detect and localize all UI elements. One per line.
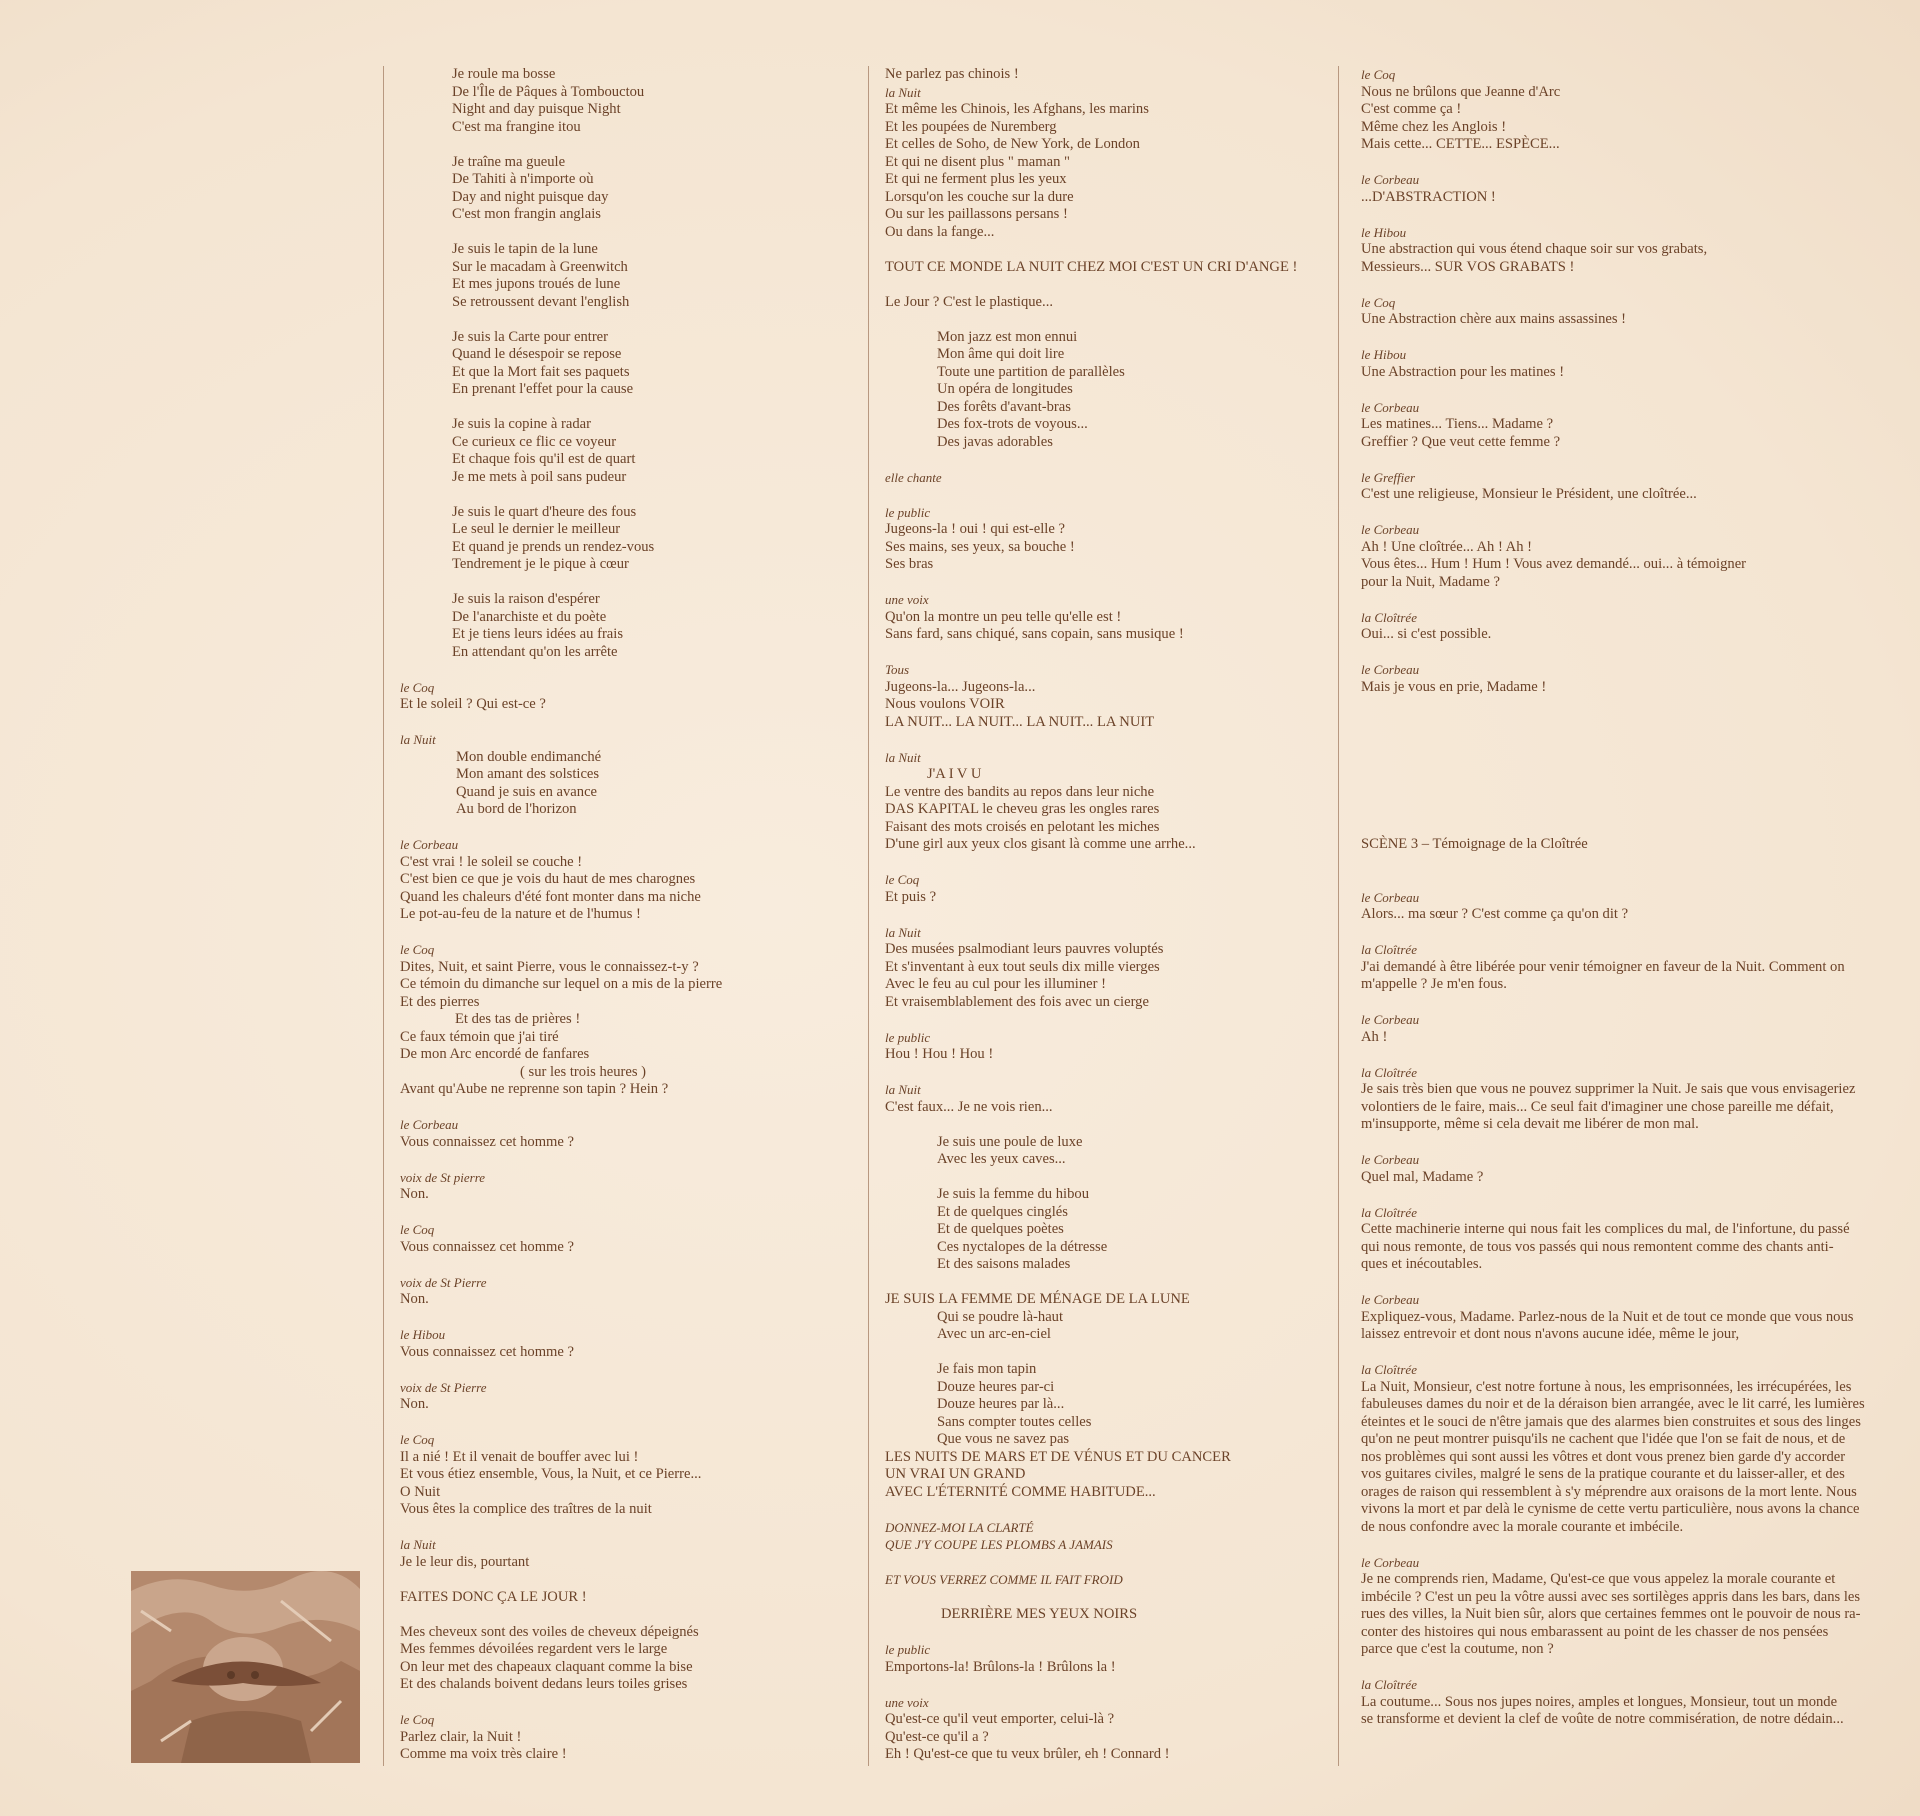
text-line: Nous voulons VOIR xyxy=(885,696,1005,712)
speaker-label: elle chante xyxy=(885,469,942,485)
text-line: Un opéra de longitudes xyxy=(937,381,1073,397)
stanza-gap xyxy=(885,1274,1355,1292)
text-line: se transforme et devient la clef de voûte de notre commisération, de notre dédain... xyxy=(1361,1711,1844,1727)
speaker-label: la Nuit xyxy=(885,1082,921,1097)
stanza-gap xyxy=(1361,381,1881,399)
stanza-gap xyxy=(1361,714,1881,732)
speaker-label: le Hibou xyxy=(400,1327,446,1342)
stanza-gap xyxy=(885,241,1355,259)
text-line: Ou dans la fange... xyxy=(885,223,995,240)
speaker-label: la Nuit xyxy=(885,84,921,100)
text-line: Et le soleil ? Qui est-ce ? xyxy=(400,696,546,712)
text-line: Et des chalands boivent dedans leurs toiles grises xyxy=(400,1676,688,1692)
text-line: De mon Arc encordé de fanfares xyxy=(400,1046,590,1062)
text-line: volontiers de le faire, mais... Ce seul fait d'imaginer une chose pareille me défait, xyxy=(1361,1098,1834,1115)
speaker-label: le Greffier xyxy=(1361,469,1416,485)
text-line: Ce témoin du dimanche sur lequel on a mis de la pierre xyxy=(400,976,723,992)
stanza-gap xyxy=(1361,766,1881,784)
text-line: Qu'on la montre un peu telle qu'elle est ! xyxy=(885,608,1122,625)
text-line: Et même les Chinois, les Afghans, les marins xyxy=(885,101,1149,117)
stanza-gap xyxy=(1361,1046,1881,1064)
text-line: laissez entrevoir et dont nous n'avons aucune idée, même le jour, xyxy=(1361,1326,1740,1342)
text-line: Mon jazz est mon ennui xyxy=(937,328,1078,345)
text-line: Parlez clair, la Nuit ! xyxy=(400,1728,522,1745)
text-line: Et qui ne ferment plus les yeux xyxy=(885,171,1067,187)
text-column-middle xyxy=(868,66,1355,1766)
speaker-label: voix de St Pierre xyxy=(400,1274,487,1290)
text-line: La Nuit, Monsieur, c'est notre fortune à nous, les emprisonnées, les irrécupérées, les xyxy=(1361,1378,1852,1395)
speaker-label: le Corbeau xyxy=(1361,1292,1420,1307)
text-line: C'est mon frangin anglais xyxy=(452,206,601,222)
text-line: Sur le macadam à Greenwitch xyxy=(452,258,628,275)
speaker-label: la Cloîtrée xyxy=(1361,1204,1417,1220)
text-line: Cette machinerie interne qui nous fait les complices du mal, de l'infortune, du passé xyxy=(1361,1221,1850,1237)
text-line: Comme ma voix très claire ! xyxy=(400,1746,567,1762)
text-line: Alors... ma sœur ? C'est comme ça qu'on dit ? xyxy=(1361,906,1629,922)
text-line: m'insupporte, même si cela devait me libérer de mon mal. xyxy=(1361,1116,1699,1132)
text-line: Et chaque fois qu'il est de quart xyxy=(452,451,636,467)
stanza-gap xyxy=(400,1204,880,1222)
speaker-label: le Coq xyxy=(400,942,435,957)
text-line: C'est une religieuse, Monsieur le Président, une cloîtrée... xyxy=(1361,486,1697,502)
speaker-label: la Nuit xyxy=(400,732,436,747)
text-line: ...D'ABSTRACTION ! xyxy=(1361,188,1496,205)
speaker-label: le Corbeau xyxy=(400,1117,459,1132)
text-line: Douze heures par-ci xyxy=(937,1378,1055,1395)
text-line: En prenant l'effet pour la cause xyxy=(452,381,634,397)
text-line: Vous connaissez cet homme ? xyxy=(400,1133,574,1150)
stanza-gap xyxy=(1361,451,1881,469)
text-line: C'est bien ce que je vois du haut de mes charognes xyxy=(400,871,696,887)
text-line: Lorsqu'on les couche sur la dure xyxy=(885,188,1074,205)
text-line: fabuleuses dames du noir et de la déraison bien arrangée, avec le lit carré, les lumières xyxy=(1361,1396,1865,1412)
text-line: Ce faux témoin que j'ai tiré xyxy=(400,1028,559,1045)
text-line: Greffier ? Que veut cette femme ? xyxy=(1361,433,1561,450)
text-line: Se retroussent devant l'english xyxy=(452,293,630,310)
text-line: Et vous étiez ensemble, Vous, la Nuit, et ce Pierre... xyxy=(400,1466,702,1482)
text-line: Douze heures par là... xyxy=(937,1396,1065,1412)
speaker-label: le Hibou xyxy=(1361,224,1407,240)
stanza-gap xyxy=(885,486,1355,504)
stanza-gap xyxy=(1361,801,1881,819)
stanza-gap xyxy=(885,276,1355,294)
stanza-gap xyxy=(1361,1536,1881,1554)
text-line: Et puis ? xyxy=(885,888,937,905)
stanza-gap xyxy=(885,1064,1355,1082)
text-line: JE SUIS LA FEMME DE MÉNAGE DE LA LUNE xyxy=(885,1291,1190,1307)
text-line: vos guitares civiles, malgré le sens de la pratique courante et du laisser-aller, et des xyxy=(1361,1466,1845,1482)
text-line: Jugeons-la ! oui ! qui est-elle ? xyxy=(885,521,1065,537)
speaker-label: le Coq xyxy=(400,1222,435,1237)
text-column-right xyxy=(1338,66,1881,1766)
stanza-gap xyxy=(1361,784,1881,802)
text-line: Je fais mon tapin xyxy=(937,1361,1037,1377)
stanza-gap xyxy=(1361,644,1881,662)
text-line: On leur met des chapeaux claquant comme la bise xyxy=(400,1658,693,1675)
speaker-label: la Cloîtrée xyxy=(1361,1064,1417,1080)
stanza-gap xyxy=(885,1344,1355,1362)
text-line: Il a nié ! Et il venait de bouffer avec lui ! xyxy=(400,1448,639,1465)
text-line: Et les poupées de Nuremberg xyxy=(885,118,1057,135)
stanza-gap xyxy=(1361,1344,1881,1362)
text-line: nos problèmes qui sont aussi les vôtres et dont vous prenez bien garde d'y accorder xyxy=(1361,1448,1846,1465)
stanza-gap xyxy=(885,1676,1355,1694)
text-line: Ah ! xyxy=(1361,1028,1388,1045)
text-line: Que vous ne savez pas xyxy=(937,1431,1070,1447)
text-line: Eh ! Qu'est-ce que tu veux brûler, eh ! Connard ! xyxy=(885,1746,1170,1762)
text-line: Mes femmes dévoilées regardent vers le large xyxy=(400,1641,668,1657)
speaker-label: le Corbeau xyxy=(1361,399,1420,415)
stanza-gap xyxy=(400,1414,880,1432)
stanza-gap xyxy=(885,574,1355,592)
text-line: Nous ne brûlons que Jeanne d'Arc xyxy=(1361,83,1561,100)
text-line: Jugeons-la... Jugeons-la... xyxy=(885,678,1036,695)
text-line: LA NUIT... LA NUIT... LA NUIT... LA NUIT xyxy=(885,713,1155,730)
text-line: Ne parlez pas chinois ! xyxy=(885,66,1019,82)
stanza-gap xyxy=(1361,276,1881,294)
text-line: Et des tas de prières ! xyxy=(455,1011,581,1027)
text-line: ( sur les trois heures ) xyxy=(520,1063,647,1080)
text-line: Dites, Nuit, et saint Pierre, vous le connaissez-t-y ? xyxy=(400,958,699,975)
text-line: C'est comme ça ! xyxy=(1361,101,1462,117)
stanza-gap xyxy=(885,451,1355,469)
stanza-gap xyxy=(1361,731,1881,749)
text-line: Avec le feu au cul pour les illuminer ! xyxy=(885,976,1106,992)
stanza-gap xyxy=(400,1256,880,1274)
text-line: conter des histoires qui nous embarassent au point de les chasser de nos pensées xyxy=(1361,1623,1829,1640)
text-line: Et je tiens leurs idées au frais xyxy=(452,626,624,642)
stanza-gap xyxy=(400,1571,880,1589)
speaker-label: la Nuit xyxy=(885,924,921,940)
speaker-label: le public xyxy=(885,1029,931,1045)
text-line: Ce curieux ce flic ce voyeur xyxy=(452,433,617,450)
stanza-gap xyxy=(1361,1186,1881,1204)
text-line: En attendant qu'on les arrête xyxy=(452,643,618,660)
stanza-gap xyxy=(1361,696,1881,714)
text-line: Ah ! Une cloîtrée... Ah ! Ah ! xyxy=(1361,538,1533,555)
text-line: ques et inécoutables. xyxy=(1361,1256,1483,1272)
speaker-label: le Coq xyxy=(400,1432,435,1447)
speaker-label: la Nuit xyxy=(400,1537,436,1552)
text-line: La coutume... Sous nos jupes noires, amples et longues, Monsieur, tout un monde xyxy=(1361,1693,1838,1710)
stanza-gap xyxy=(400,574,880,592)
stanza-gap xyxy=(400,1694,880,1712)
text-line: Quel mal, Madame ? xyxy=(1361,1168,1484,1185)
stanza-gap xyxy=(1361,819,1881,837)
text-line: Je suis le quart d'heure des fous xyxy=(452,503,637,520)
text-line: Mon amant des solstices xyxy=(456,766,600,782)
text-line: Et quand je prends un rendez-vous xyxy=(452,538,655,555)
text-line: Quand les chaleurs d'été font monter dans ma niche xyxy=(400,888,701,905)
text-line: Sans compter toutes celles xyxy=(937,1413,1092,1430)
stanza-gap xyxy=(400,1606,880,1624)
text-line: Quand je suis en avance xyxy=(456,783,598,800)
text-line: Des javas adorables xyxy=(937,433,1053,450)
speaker-label: le Hibou xyxy=(1361,347,1407,362)
speaker-label: une voix xyxy=(885,1694,929,1710)
text-line: Qu'est-ce qu'il a ? xyxy=(885,1728,989,1745)
text-line: qu'on ne peut montrer puisqu'ils ne cachent que l'idée que l'on se fait de nous, et de xyxy=(1361,1431,1846,1447)
text-line: Le Jour ? C'est le plastique... xyxy=(885,293,1053,310)
text-line: Je suis le tapin de la lune xyxy=(452,241,598,257)
text-line: Oui... si c'est possible. xyxy=(1361,626,1492,642)
text-line: Une Abstraction chère aux mains assassines ! xyxy=(1361,311,1627,327)
stanza-gap xyxy=(885,1116,1355,1134)
text-line: Qu'est-ce qu'il veut emporter, celui-là ? xyxy=(885,1711,1115,1727)
stanza-gap xyxy=(1361,329,1881,347)
stanza-gap xyxy=(885,1169,1355,1187)
text-line: Je traîne ma gueule xyxy=(452,153,566,170)
text-line: Et s'inventant à eux tout seuls dix mille vierges xyxy=(885,958,1160,975)
stanza-gap xyxy=(400,1309,880,1327)
stanza-gap xyxy=(1361,504,1881,522)
speaker-label: le Corbeau xyxy=(1361,1152,1420,1167)
text-line: FAITES DONC ÇA LE JOUR ! xyxy=(400,1588,587,1605)
text-line: Non. xyxy=(400,1186,429,1202)
stanza-gap xyxy=(400,136,880,154)
text-line: Sans fard, sans chiqué, sans copain, sans musique ! xyxy=(885,626,1184,642)
text-line: TOUT CE MONDE LA NUIT CHEZ MOI C'EST UN CRI D'ANGE ! xyxy=(885,258,1298,275)
text-line: SCÈNE 3 – Témoignage de la Cloîtrée xyxy=(1361,836,1588,852)
text-line: Mais je vous en prie, Madame ! xyxy=(1361,678,1547,695)
stanza-gap xyxy=(1361,206,1881,224)
speaker-label: la Cloîtrée xyxy=(1361,942,1417,957)
text-line: Et qui ne disent plus " maman " xyxy=(885,153,1070,170)
text-line: AVEC L'ÉTERNITÉ COMME HABITUDE... xyxy=(885,1483,1156,1500)
text-line: LES NUITS DE MARS ET DE VÉNUS ET DU CANCER xyxy=(885,1448,1231,1465)
text-line: Vous connaissez cet homme ? xyxy=(400,1238,574,1255)
text-line: Je suis une poule de luxe xyxy=(937,1133,1083,1150)
speaker-label: le public xyxy=(885,504,931,520)
text-line: parce que c'est la coutume, non ? xyxy=(1361,1641,1554,1657)
text-line: m'appelle ? Je m'en fous. xyxy=(1361,976,1507,992)
text-line: C'est faux... Je ne vois rien... xyxy=(885,1098,1053,1115)
text-line: Non. xyxy=(400,1396,429,1412)
text-line: Je ne comprends rien, Madame, Qu'est-ce que vous appelez la morale courante et xyxy=(1361,1571,1836,1587)
stanza-gap xyxy=(885,906,1355,924)
text-line: Je le leur dis, pourtant xyxy=(400,1553,530,1570)
speaker-label: Tous xyxy=(885,662,910,677)
stanza-gap xyxy=(1361,1134,1881,1152)
speaker-label: le Corbeau xyxy=(1361,1012,1420,1027)
speaker-label: QUE J'Y COUPE LES PLOMBS A JAMAIS xyxy=(885,1537,1113,1552)
speaker-label: la Nuit xyxy=(885,749,921,765)
text-line: Une Abstraction pour les matines ! xyxy=(1361,363,1565,380)
text-line: De Tahiti à n'importe où xyxy=(452,171,594,187)
text-line: Vous êtes... Hum ! Hum ! Vous avez demandé... oui... à témoigner xyxy=(1361,556,1747,572)
speaker-label: voix de St Pierre xyxy=(400,1379,487,1395)
stanza-gap xyxy=(400,1099,880,1117)
speaker-label: le Corbeau xyxy=(1361,662,1420,677)
text-line: J'A I V U xyxy=(927,766,982,782)
text-line: Avant qu'Aube ne reprenne son tapin ? Hein ? xyxy=(400,1081,669,1097)
text-line: De l'Île de Pâques à Tombouctou xyxy=(452,83,645,100)
speaker-label: le Coq xyxy=(1361,67,1396,82)
text-line: Night and day puisque Night xyxy=(452,101,621,117)
text-line: Hou ! Hou ! Hou ! xyxy=(885,1046,994,1062)
speaker-label: le Coq xyxy=(885,872,920,887)
text-line: Toute une partition de parallèles xyxy=(937,363,1125,380)
stanza-gap xyxy=(885,1589,1355,1607)
text-line: Qui se poudre là-haut xyxy=(937,1308,1064,1325)
text-line: C'est ma frangine itou xyxy=(452,118,581,135)
speaker-label: une voix xyxy=(885,592,929,607)
stanza-gap xyxy=(885,1011,1355,1029)
text-line: Des forêts d'avant-bras xyxy=(937,398,1071,415)
text-line: Ou sur les paillassons persans ! xyxy=(885,206,1068,222)
speaker-label: le Corbeau xyxy=(1361,889,1420,905)
text-line: Les matines... Tiens... Madame ? xyxy=(1361,416,1554,432)
text-line: vivons la mort et par delà le cynisme de cette vertu particulière, nous avons la chance xyxy=(1361,1501,1860,1517)
speaker-label: la Cloîtrée xyxy=(1361,1362,1417,1377)
text-line: Je me mets à poil sans pudeur xyxy=(452,468,627,485)
speaker-label: ET VOUS VERREZ COMME IL FAIT FROID xyxy=(885,1572,1123,1587)
text-line: Et vraisemblablement des fois avec un cierge xyxy=(885,993,1149,1010)
text-line: D'une girl aux yeux clos gisant là comme une arrhe... xyxy=(885,836,1196,852)
text-line: Même chez les Anglois ! xyxy=(1361,118,1507,135)
text-line: Le pot-au-feu de la nature et de l'humus ! xyxy=(400,906,641,922)
stanza-gap xyxy=(885,1501,1355,1519)
speaker-label: la Cloîtrée xyxy=(1361,609,1417,625)
speaker-label: le Corbeau xyxy=(400,837,459,852)
text-line: Et de quelques cinglés xyxy=(937,1203,1068,1220)
speaker-label: le Coq xyxy=(1361,294,1396,310)
stanza-gap xyxy=(885,644,1355,662)
text-line: Avec un arc-en-ciel xyxy=(937,1326,1051,1342)
text-line: Le seul le dernier le meilleur xyxy=(452,521,621,537)
stanza-gap xyxy=(885,854,1355,872)
text-line: imbécile ? C'est un peu la vôtre aussi avec ses sortilèges appris dans les bars, dans les xyxy=(1361,1588,1861,1605)
text-line: Et mes jupons troués de lune xyxy=(452,276,621,292)
text-line: DAS KAPITAL le cheveu gras les ongles rares xyxy=(885,801,1160,817)
stanza-gap xyxy=(1361,591,1881,609)
text-line: Vous connaissez cet homme ? xyxy=(400,1343,574,1360)
text-line: Mes cheveux sont des voiles de cheveux dépeignés xyxy=(400,1623,699,1640)
text-line: Ses bras xyxy=(885,556,934,572)
stanza-gap xyxy=(1361,1274,1881,1292)
text-line: Et des saisons malades xyxy=(937,1256,1071,1272)
stanza-gap xyxy=(400,224,880,242)
text-line: Je suis la Carte pour entrer xyxy=(452,328,609,345)
text-line: Une abstraction qui vous étend chaque soir sur vos grabats, xyxy=(1361,241,1708,257)
text-line: Mais cette... CETTE... ESPÈCE... xyxy=(1361,136,1560,152)
text-line: Je roule ma bosse xyxy=(452,66,556,82)
text-line: DERRIÈRE MES YEUX NOIRS xyxy=(941,1606,1138,1622)
text-line: Je suis la femme du hibou xyxy=(937,1186,1089,1202)
stanza-gap xyxy=(400,924,880,942)
speaker-label: le public xyxy=(885,1642,931,1657)
stanza-gap xyxy=(400,311,880,329)
text-line: J'ai demandé à être libérée pour venir témoigner en faveur de la Nuit. Comment on xyxy=(1361,958,1845,975)
stanza-gap xyxy=(1361,854,1881,872)
stanza-gap xyxy=(1361,871,1881,889)
text-line: Des fox-trots de voyous... xyxy=(937,416,1088,432)
text-line: Vous êtes la complice des traîtres de la nuit xyxy=(400,1501,652,1517)
text-line: Emportons-la! Brûlons-la ! Brûlons la ! xyxy=(885,1658,1116,1675)
stanza-gap xyxy=(400,1361,880,1379)
text-line: Messieurs... SUR VOS GRABATS ! xyxy=(1361,258,1575,275)
text-line: de nous confondre avec la morale courante et imbécile. xyxy=(1361,1518,1684,1535)
text-line: Je sais très bien que vous ne pouvez supprimer la Nuit. Je sais que vous envisageriez xyxy=(1361,1081,1856,1097)
speaker-label: le Corbeau xyxy=(1361,1554,1420,1570)
text-line: Et que la Mort fait ses paquets xyxy=(452,363,630,380)
text-line: Et celles de Soho, de New York, de London xyxy=(885,136,1140,152)
text-line: qui nous remonte, de tous vos passés qui nous remontent comme des chants anti- xyxy=(1361,1238,1834,1255)
text-line: Des musées psalmodiant leurs pauvres voluptés xyxy=(885,941,1164,957)
speaker-label: le Corbeau xyxy=(1361,172,1420,187)
stanza-gap xyxy=(1361,924,1881,942)
text-line: orages de raison qui ressemblent à s'y méprendre aux oraisons de la mort lente. Nous xyxy=(1361,1483,1857,1500)
text-line: Expliquez-vous, Madame. Parlez-nous de la Nuit et de tout ce monde que vous nous xyxy=(1361,1308,1854,1325)
text-line: Et de quelques poètes xyxy=(937,1221,1064,1237)
text-line: Et des pierres xyxy=(400,993,480,1010)
stanza-gap xyxy=(400,661,880,679)
text-line: pour la Nuit, Madame ? xyxy=(1361,573,1501,590)
speaker-label: DONNEZ-MOI LA CLARTÉ xyxy=(885,1519,1034,1535)
speaker-label: le Coq xyxy=(400,1712,435,1727)
speaker-label: la Cloîtrée xyxy=(1361,1677,1417,1692)
speaker-label: voix de St pierre xyxy=(400,1169,486,1185)
text-line: Ses mains, ses yeux, sa bouche ! xyxy=(885,538,1075,555)
stanza-gap xyxy=(885,1624,1355,1642)
engraving-illustration xyxy=(131,1571,360,1763)
stanza-gap xyxy=(885,1554,1355,1572)
stanza-gap xyxy=(400,486,880,504)
text-line: Mon âme qui doit lire xyxy=(937,346,1065,362)
stanza-gap xyxy=(885,731,1355,749)
text-line: De l'anarchiste et du poète xyxy=(452,608,607,625)
text-line: UN VRAI UN GRAND xyxy=(885,1466,1026,1482)
speaker-label: le Corbeau xyxy=(1361,522,1420,537)
stanza-gap xyxy=(400,1151,880,1169)
text-line: Non. xyxy=(400,1291,429,1307)
text-line: Tendrement je le pique à cœur xyxy=(452,556,629,572)
text-column-left xyxy=(383,66,880,1766)
speaker-label: le Coq xyxy=(400,679,435,695)
text-line: Je suis la raison d'espérer xyxy=(452,591,600,607)
text-line: Ces nyctalopes de la détresse xyxy=(937,1238,1108,1255)
stanza-gap xyxy=(400,819,880,837)
stanza-gap xyxy=(1361,154,1881,172)
stanza-gap xyxy=(400,399,880,417)
text-line: O Nuit xyxy=(400,1483,441,1500)
text-line: éteintes et le souci de n'être jamais que des alarmes bien construites et sous des linges xyxy=(1361,1413,1861,1430)
stanza-gap xyxy=(1361,749,1881,767)
stanza-gap xyxy=(400,714,880,732)
text-line: Day and night puisque day xyxy=(452,188,609,205)
stanza-gap xyxy=(885,311,1355,329)
text-line: rues des villes, la Nuit bien sûr, alors que certaines femmes ont le pouvoir de nous ra- xyxy=(1361,1606,1861,1622)
text-line: Avec les yeux caves... xyxy=(937,1151,1066,1167)
text-line: Je suis la copine à radar xyxy=(452,416,591,432)
text-line: Mon double endimanché xyxy=(456,748,602,765)
text-line: C'est vrai ! le soleil se couche ! xyxy=(400,853,583,870)
stanza-gap xyxy=(1361,994,1881,1012)
text-line: Le ventre des bandits au repos dans leur niche xyxy=(885,783,1155,800)
text-line: Au bord de l'horizon xyxy=(456,801,577,817)
stanza-gap xyxy=(1361,1659,1881,1677)
text-line: Faisant des mots croisés en pelotant les miches xyxy=(885,818,1160,835)
text-line: Quand le désespoir se repose xyxy=(452,346,622,362)
stanza-gap xyxy=(400,1519,880,1537)
